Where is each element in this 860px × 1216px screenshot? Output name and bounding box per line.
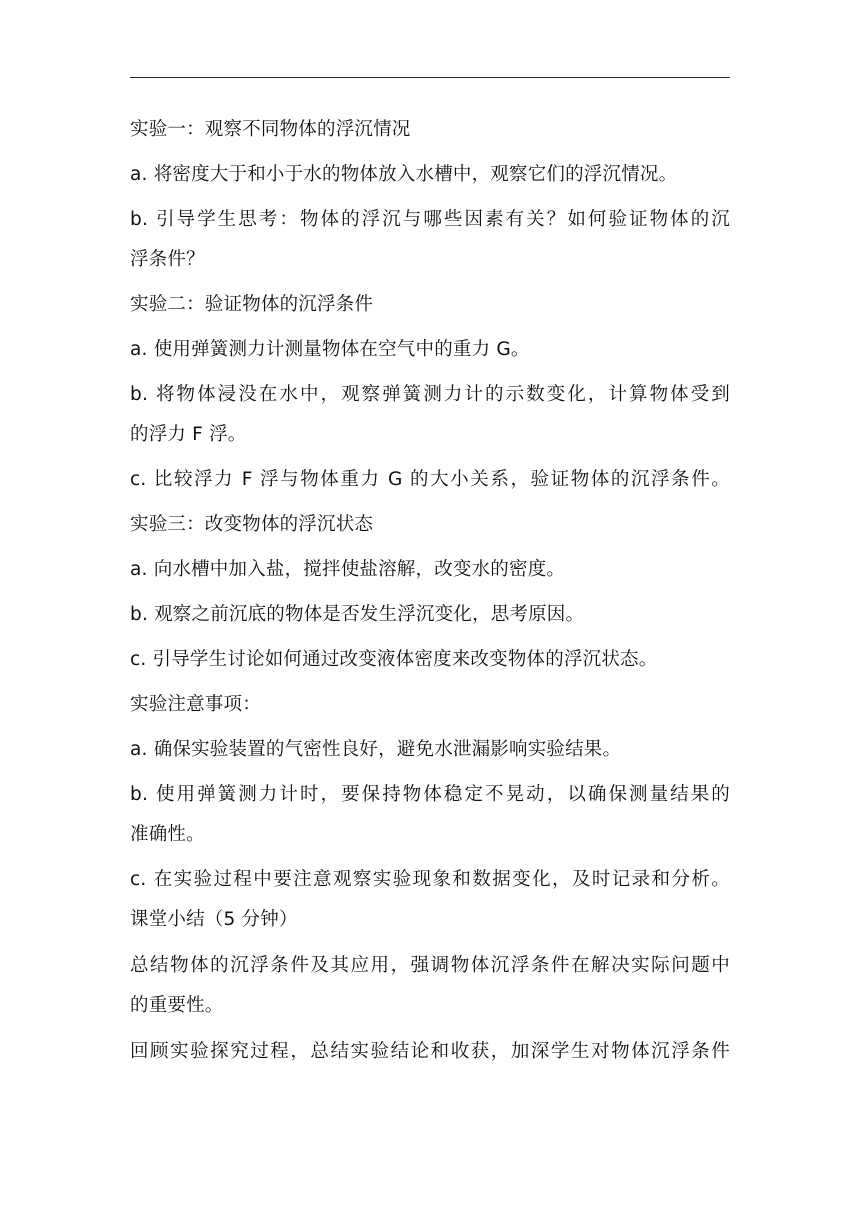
paragraph-line: a. 向水槽中加入盐，搅拌使盐溶解，改变水的密度。 <box>130 559 566 580</box>
heading-experiment-2: 实验二：验证物体的沉浮条件 <box>130 294 374 315</box>
paragraph-line: 准确性。 <box>130 824 205 845</box>
header-rule <box>130 77 730 78</box>
paragraph-line: a. 将密度大于和小于水的物体放入水槽中，观察它们的浮沉情况。 <box>130 164 678 185</box>
paragraph-line: a. 确保实验装置的气密性良好，避免水泄漏影响实验结果。 <box>130 739 622 760</box>
paragraph-line: b. 使用弹簧测力计时，要保持物体稳定不晃动，以确保测量结果的 <box>130 784 730 805</box>
heading-experiment-1: 实验一：观察不同物体的浮沉情况 <box>130 119 411 140</box>
paragraph-line: 总结物体的沉浮条件及其应用，强调物体沉浮条件在解决实际问题中 <box>130 955 730 976</box>
heading-notes: 实验注意事项： <box>130 694 261 715</box>
paragraph-line: 回顾实验探究过程，总结实验结论和收获，加深学生对物体沉浮条件 <box>130 1041 730 1062</box>
paragraph-line: b. 观察之前沉底的物体是否发生浮沉变化，思考原因。 <box>130 604 585 625</box>
paragraph-line: c. 比较浮力 F 浮与物体重力 G 的大小关系，验证物体的沉浮条件。 <box>130 469 730 490</box>
paragraph-line: b. 引导学生思考：物体的浮沉与哪些因素有关？如何验证物体的沉 <box>130 209 730 230</box>
heading-summary: 课堂小结（5 分钟） <box>130 909 298 930</box>
paragraph-line: 的重要性。 <box>130 995 224 1016</box>
paragraph-line: 浮条件？ <box>130 249 205 270</box>
paragraph-line: c. 在实验过程中要注意观察实验现象和数据变化，及时记录和分析。 <box>130 869 730 890</box>
paragraph-line: a. 使用弹簧测力计测量物体在空气中的重力 G。 <box>130 339 530 360</box>
document-body <box>130 110 730 1072</box>
paragraph-line: c. 引导学生讨论如何通过改变液体密度来改变物体的浮沉状态。 <box>130 649 658 670</box>
paragraph-line: b. 将物体浸没在水中，观察弹簧测力计的示数变化，计算物体受到 <box>130 384 730 405</box>
paragraph-line: 的浮力 F 浮。 <box>130 424 247 445</box>
heading-experiment-3: 实验三：改变物体的浮沉状态 <box>130 514 374 535</box>
